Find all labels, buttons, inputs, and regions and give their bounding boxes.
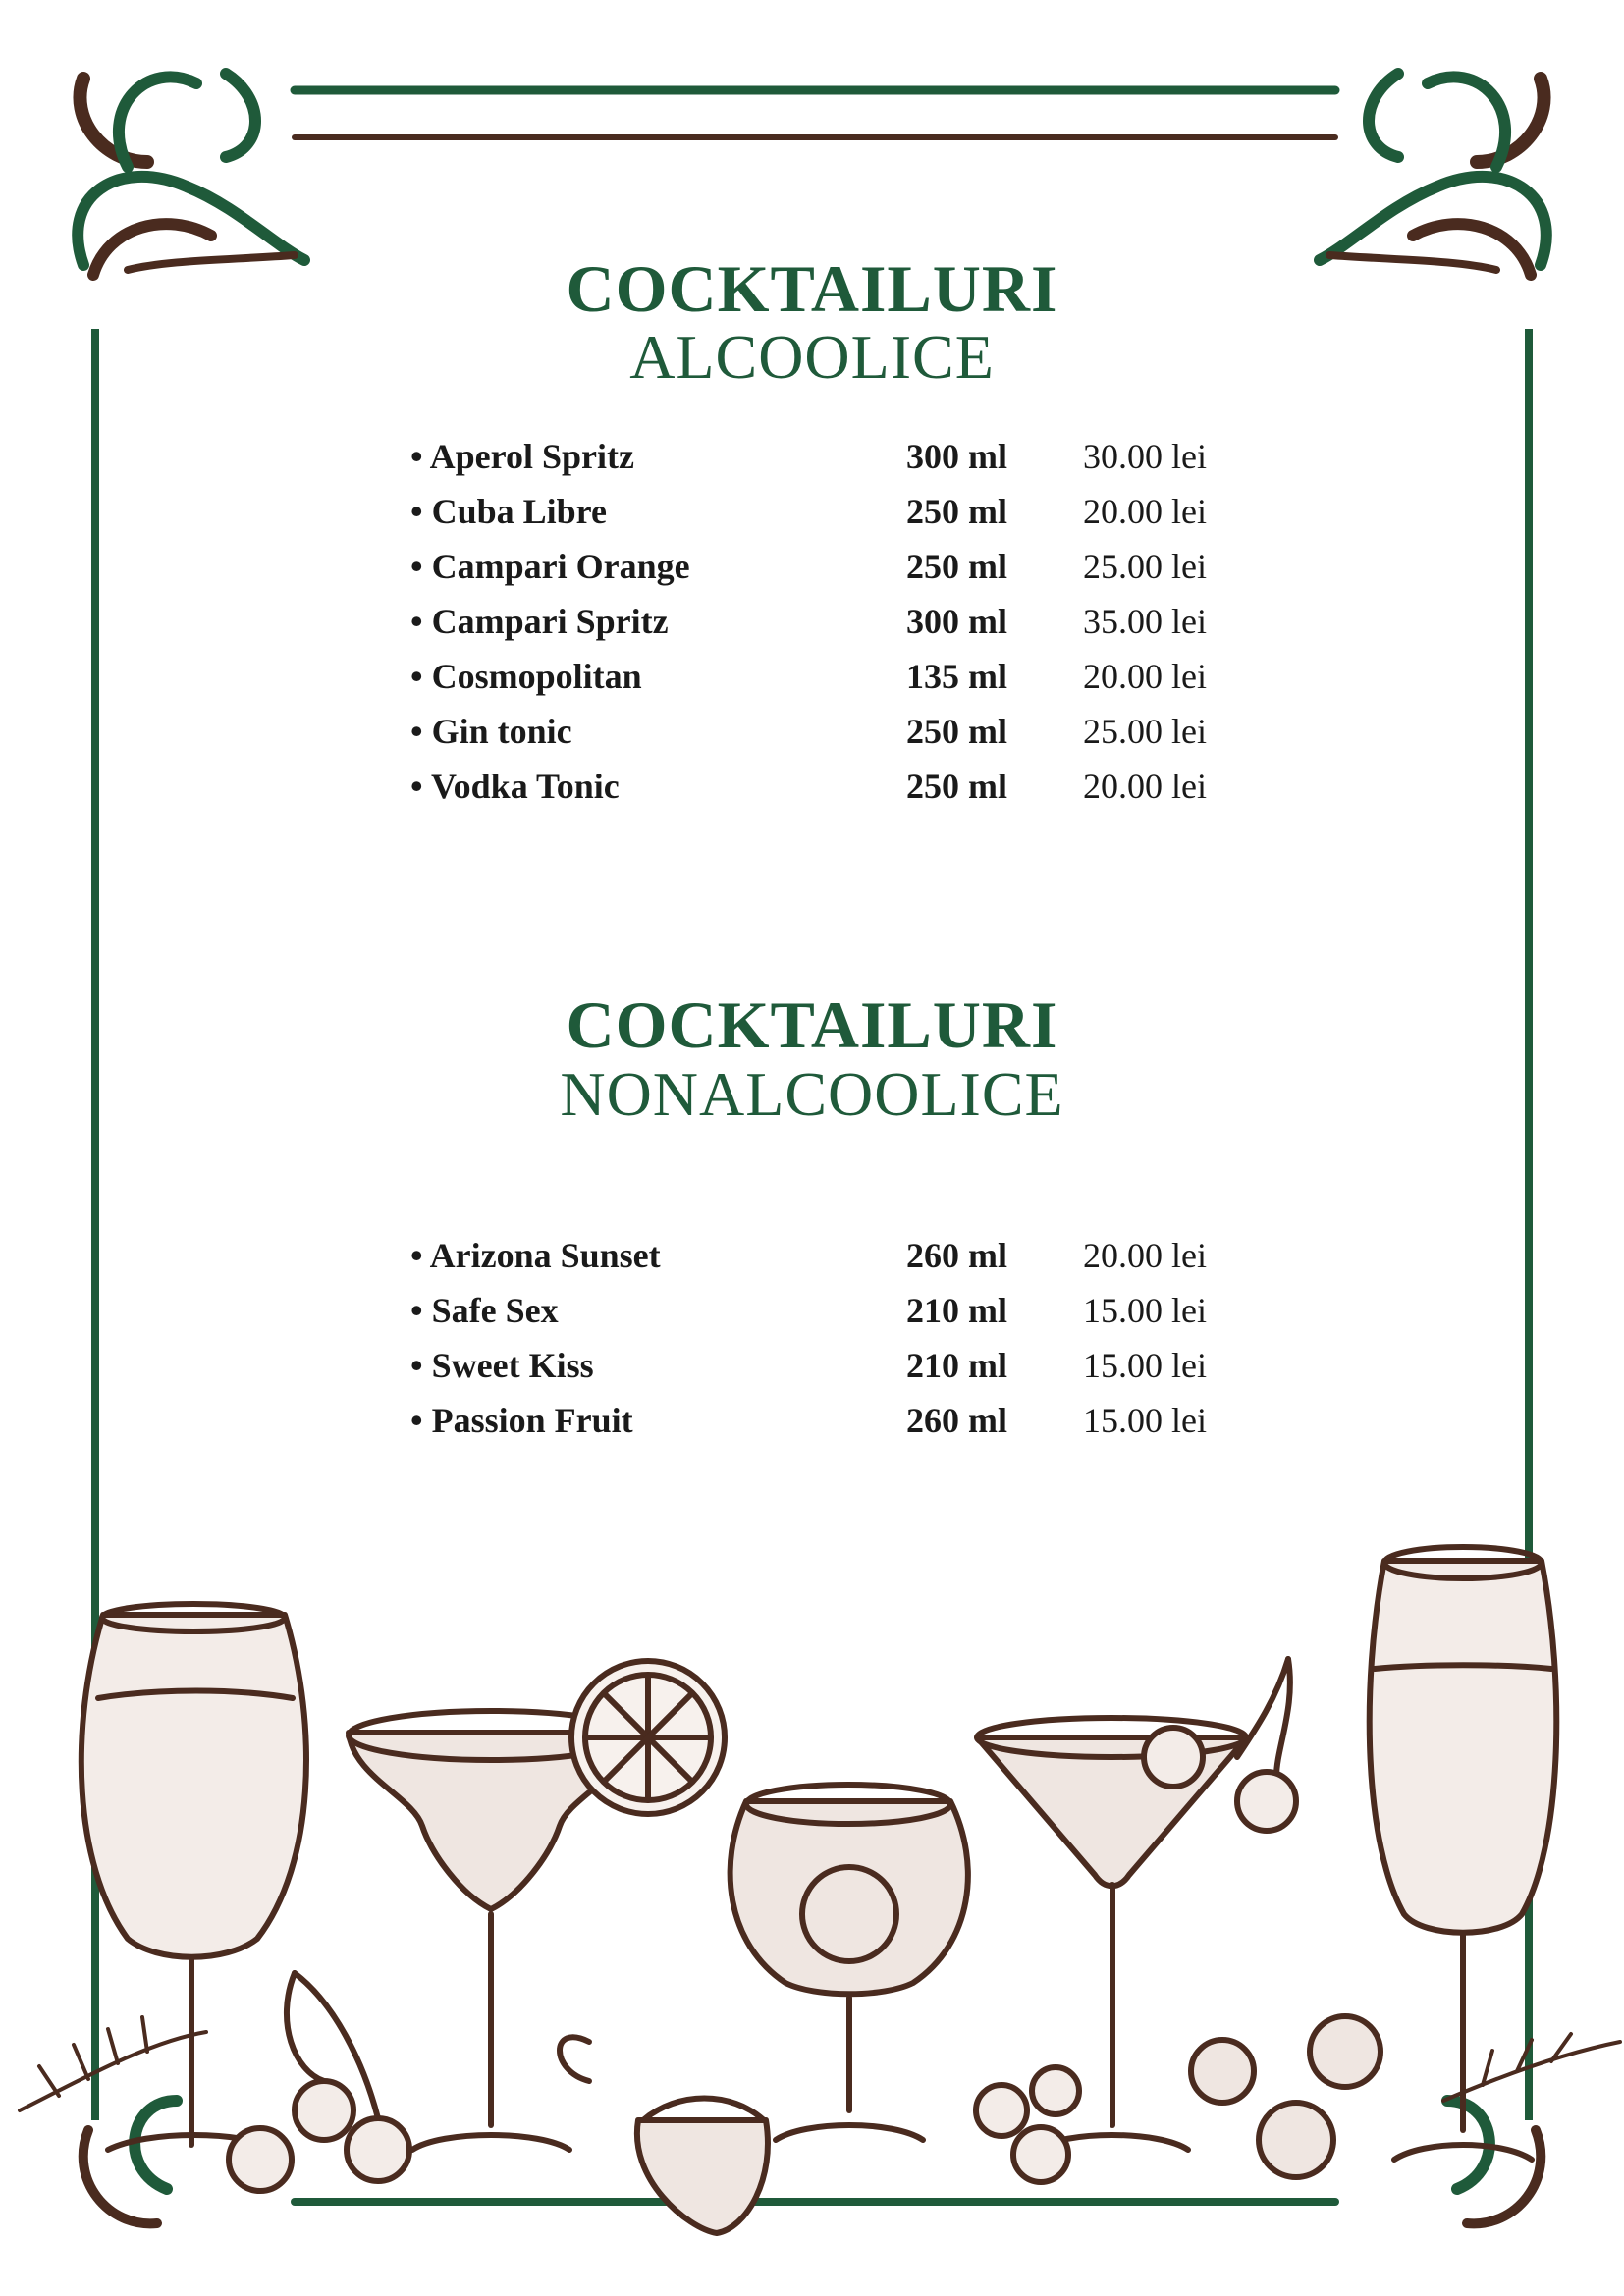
item-volume: 250 ml [906,492,1007,531]
section-subtitle-nonalcoholic: NONALCOOLICE [560,1059,1064,1129]
item-name: • Campari Orange [410,547,690,586]
menu-list-nonalcoholic [410,1235,1235,1455]
menu-item [410,436,1235,491]
item-name: • Safe Sex [410,1291,559,1330]
strawberry-icon [560,2037,768,2233]
menu-item [410,711,1235,766]
item-volume: 300 ml [906,602,1007,641]
item-price: 30.00 lei [1083,437,1207,476]
item-name: • Gin tonic [410,712,572,751]
item-volume: 260 ml [906,1236,1007,1275]
item-volume: 210 ml [906,1346,1007,1385]
menu-item [410,1400,1235,1455]
item-volume: 250 ml [906,547,1007,586]
item-price: 20.00 lei [1083,767,1207,806]
item-price: 15.00 lei [1083,1401,1207,1440]
item-volume: 210 ml [906,1291,1007,1330]
section-subtitle-alcoholic: ALCOOLICE [629,322,995,392]
item-price: 25.00 lei [1083,547,1207,586]
section-title-alcoholic: COCKTAILURI [566,251,1058,326]
blueberry-icon [976,2067,1079,2182]
item-name: • Campari Spritz [410,602,669,641]
item-name: • Vodka Tonic [410,767,620,806]
menu-item [410,1290,1235,1345]
cocktail-glasses-illustration [0,1512,1624,2296]
item-price: 20.00 lei [1083,657,1207,696]
item-volume: 260 ml [906,1401,1007,1440]
menu-item [410,1235,1235,1290]
menu-item [410,656,1235,711]
item-volume: 250 ml [906,712,1007,751]
item-volume: 135 ml [906,657,1007,696]
item-name: • Cosmopolitan [410,657,642,696]
item-price: 15.00 lei [1083,1346,1207,1385]
menu-item [410,491,1235,546]
wine-glass-icon [81,1604,306,2150]
item-name: • Passion Fruit [410,1401,633,1440]
item-volume: 300 ml [906,437,1007,476]
section-title-nonalcoholic: COCKTAILURI [566,988,1058,1062]
menu-item [410,601,1235,656]
item-price: 20.00 lei [1083,492,1207,531]
menu-item [410,766,1235,821]
item-price: 35.00 lei [1083,602,1207,641]
item-volume: 250 ml [906,767,1007,806]
menu-item [410,1345,1235,1400]
cherry-icon [229,1973,409,2191]
item-name: • Sweet Kiss [410,1346,594,1385]
item-price: 20.00 lei [1083,1236,1207,1275]
flourish-ornament-icon [1320,74,1546,275]
item-price: 25.00 lei [1083,712,1207,751]
item-name: • Cuba Libre [410,492,607,531]
raspberry-icon [1191,2016,1380,2177]
item-name: • Arizona Sunset [410,1236,661,1275]
item-price: 15.00 lei [1083,1291,1207,1330]
gin-glass-icon [731,1785,968,2140]
menu-item [410,546,1235,601]
flourish-ornament-icon [78,74,304,275]
orange-slice-icon [571,1661,725,1814]
menu-list-alcoholic [410,436,1235,821]
item-name: • Aperol Spritz [410,437,634,476]
